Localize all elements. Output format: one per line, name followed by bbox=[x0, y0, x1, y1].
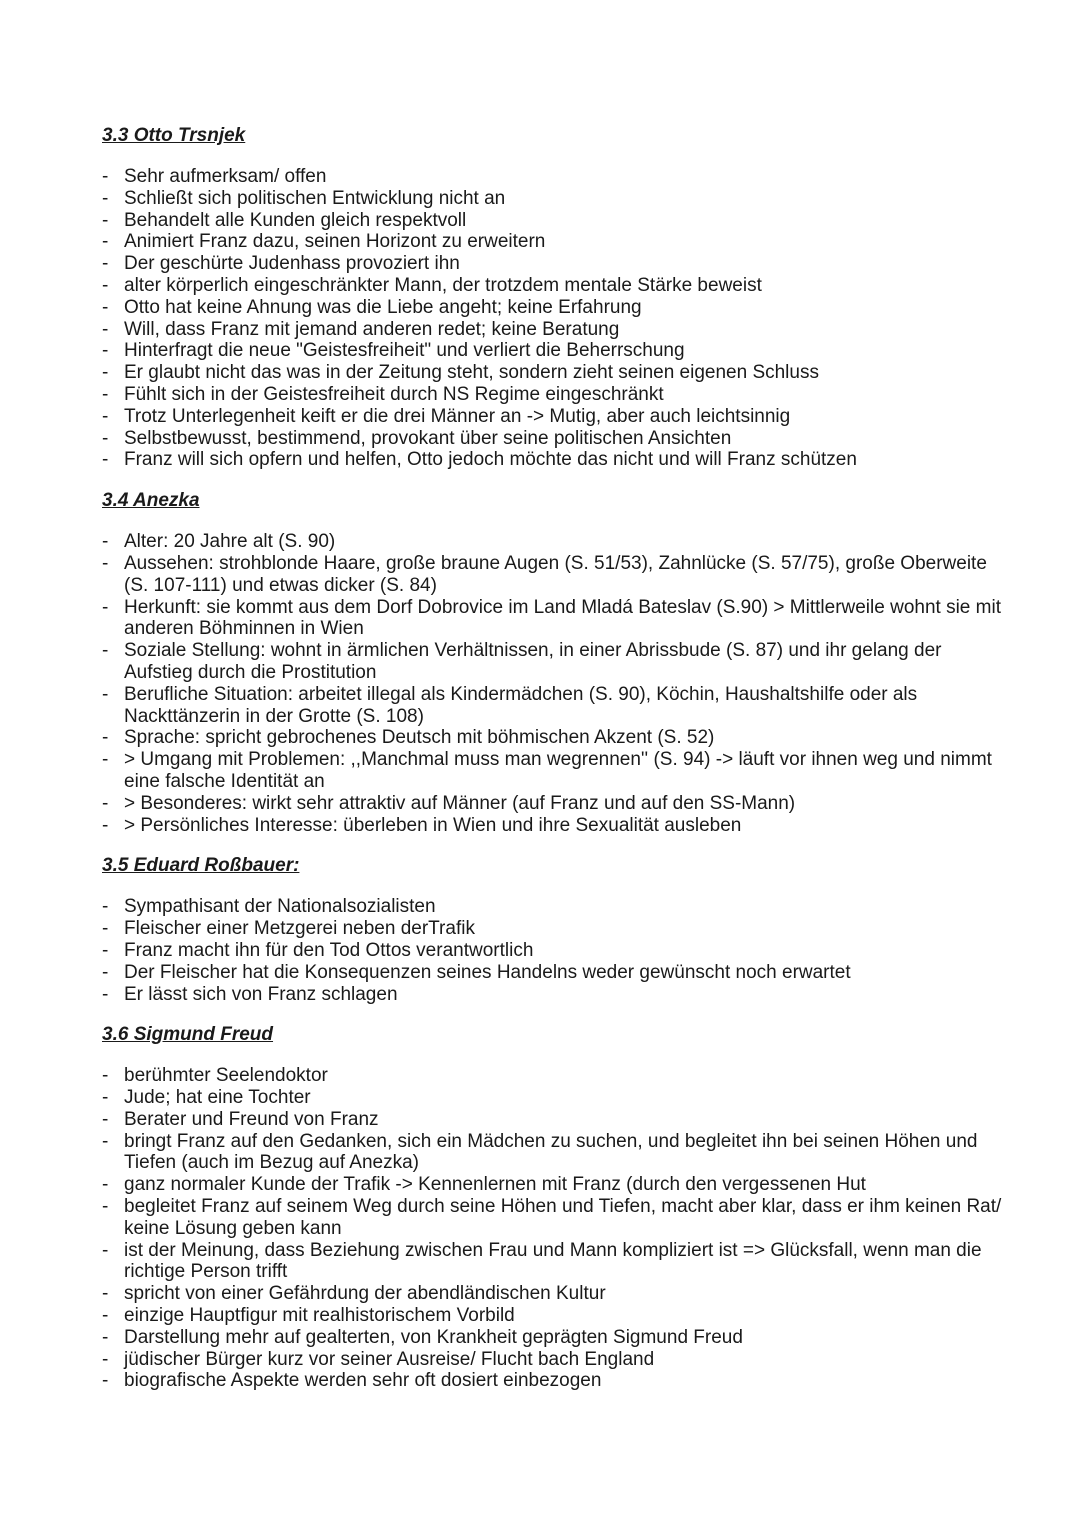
list-item: - Sprache: spricht gebrochenes Deutsch mit böhmischen Akzent (S. 52) bbox=[102, 727, 715, 749]
list-item: - Hinterfragt die neue "Geistesfreiheit" und verliert die Beherrschung bbox=[102, 340, 685, 362]
section-eduard-rossbauer bbox=[102, 852, 1002, 1005]
dash-bullet-icon: - bbox=[102, 918, 109, 940]
list-item: - Will, dass Franz mit jemand anderen redet; keine Beratung bbox=[102, 318, 620, 340]
dash-bullet-icon: - bbox=[102, 1087, 109, 1109]
list-item: - Franz macht ihn für den Tod Ottos verantwortlich bbox=[102, 939, 534, 961]
dash-bullet-icon: - bbox=[102, 1196, 109, 1218]
dash-bullet-icon: - bbox=[102, 166, 109, 187]
section-heading: 3.6 Sigmund Freud bbox=[102, 1024, 274, 1046]
list-item: - Sympathisant der Nationalsozialisten bbox=[102, 896, 436, 918]
dash-bullet-icon: - bbox=[102, 792, 109, 814]
dash-bullet-icon: - bbox=[102, 427, 109, 449]
dash-bullet-icon: - bbox=[102, 814, 109, 836]
dash-bullet-icon: - bbox=[102, 362, 109, 384]
list-item: - Franz will sich opfern und helfen, Otto jedoch möchte das nicht und will Franz schützen bbox=[102, 449, 857, 471]
list-item: - Jude; hat eine Tochter bbox=[102, 1087, 311, 1109]
section-sigmund-freud bbox=[102, 1021, 1002, 1392]
list-item: - Berater und Freund von Franz bbox=[102, 1108, 379, 1130]
list-item: - Sehr aufmerksam/ offen bbox=[102, 166, 327, 187]
bullet-list bbox=[102, 531, 1002, 836]
dash-bullet-icon: - bbox=[102, 405, 109, 427]
dash-bullet-icon: - bbox=[102, 231, 109, 253]
dash-bullet-icon: - bbox=[102, 1305, 109, 1327]
section-heading: 3.5 Eduard Roßbauer: bbox=[102, 855, 300, 877]
list-item: - begleitet Franz auf seinem Weg durch seine Höhen und Tiefen, macht aber klar, dass er ihm keinen Rat/ keine Lösung geben kann bbox=[102, 1196, 1002, 1239]
section-anezka bbox=[102, 487, 1002, 836]
dash-bullet-icon: - bbox=[102, 961, 109, 983]
section-heading: 3.4 Anezka bbox=[102, 490, 200, 512]
dash-bullet-icon: - bbox=[102, 896, 109, 918]
list-item: - > Besonderes: wirkt sehr attraktiv auf Männer (auf Franz und auf den SS-Mann) bbox=[102, 792, 796, 814]
dash-bullet-icon: - bbox=[102, 640, 109, 662]
dash-bullet-icon: - bbox=[102, 1130, 109, 1152]
dash-bullet-icon: - bbox=[102, 983, 109, 1005]
list-item: - biografische Aspekte werden sehr oft dosiert einbezogen bbox=[102, 1370, 602, 1392]
dash-bullet-icon: - bbox=[102, 296, 109, 318]
dash-bullet-icon: - bbox=[102, 1326, 109, 1348]
list-item: - > Umgang mit Problemen: ,,Manchmal muss man wegrennen'' (S. 94) -> läuft vor ihnen weg und nimmt eine falsche Identität an bbox=[102, 749, 992, 792]
bullet-list bbox=[102, 166, 1002, 471]
list-item: - Darstellung mehr auf gealterten, von Krankheit geprägten Sigmund Freud bbox=[102, 1326, 743, 1348]
list-item: - berühmter Seelendoktor bbox=[102, 1065, 328, 1087]
dash-bullet-icon: - bbox=[102, 939, 109, 961]
document-page bbox=[102, 122, 1002, 1408]
dash-bullet-icon: - bbox=[102, 1108, 109, 1130]
dash-bullet-icon: - bbox=[102, 1239, 109, 1261]
dash-bullet-icon: - bbox=[102, 253, 109, 275]
section-otto-trsnjek bbox=[102, 122, 1002, 471]
list-item: - Der Fleischer hat die Konsequenzen seines Handelns weder gewünscht noch erwartet bbox=[102, 961, 851, 983]
list-item: - spricht von einer Gefährdung der abendländischen Kultur bbox=[102, 1283, 606, 1305]
list-item: - bringt Franz auf den Gedanken, sich ein Mädchen zu suchen, und begleitet ihn bei seinen Höhen und Tiefen (auch im Bezug auf Anezka) bbox=[102, 1130, 978, 1174]
list-item: - Herkunft: sie kommt aus dem Dorf Dobrovice im Land Mladá Bateslav (S.90) > Mittlerweile wohnt sie mit anderen Böhminnen in Wien bbox=[102, 596, 1001, 640]
dash-bullet-icon: - bbox=[102, 552, 109, 574]
list-item: - Trotz Unterlegenheit keift er die drei Männer an -> Mutig, aber auch leichtsinnig bbox=[102, 405, 791, 427]
dash-bullet-icon: - bbox=[102, 318, 109, 340]
list-item: - Animiert Franz dazu, seinen Horizont zu erweitern bbox=[102, 231, 546, 253]
list-item: - Soziale Stellung: wohnt in ärmlichen Verhältnissen, in einer Abrissbude (S. 87) und ihr gelang der Aufstieg durch die Prostitution bbox=[102, 640, 942, 683]
list-item: - Schließt sich politischen Entwicklung nicht an bbox=[102, 187, 506, 209]
list-item: - alter körperlich eingeschränkter Mann, der trotzdem mentale Stärke beweist bbox=[102, 274, 762, 296]
list-item: - ist der Meinung, dass Beziehung zwischen Frau und Mann kompliziert ist => Glücksfall, wenn man die richtige Person trifft bbox=[102, 1239, 982, 1283]
list-item: - Behandelt alle Kunden gleich respektvoll bbox=[102, 209, 467, 231]
dash-bullet-icon: - bbox=[102, 1283, 109, 1305]
dash-bullet-icon: - bbox=[102, 209, 109, 231]
list-item: - Fleischer einer Metzgerei neben derTrafik bbox=[102, 918, 475, 940]
dash-bullet-icon: - bbox=[102, 1348, 109, 1370]
dash-bullet-icon: - bbox=[102, 683, 109, 705]
dash-bullet-icon: - bbox=[102, 274, 109, 296]
list-item: - Alter: 20 Jahre alt (S. 90) bbox=[102, 531, 336, 553]
section-heading: 3.3 Otto Trsnjek bbox=[102, 125, 246, 146]
bullet-list bbox=[102, 1065, 1002, 1392]
dash-bullet-icon: - bbox=[102, 449, 109, 471]
list-item: - > Persönliches Interesse: überleben in Wien und ihre Sexualität ausleben bbox=[102, 814, 742, 836]
dash-bullet-icon: - bbox=[102, 1370, 109, 1392]
dash-bullet-icon: - bbox=[102, 1174, 109, 1196]
dash-bullet-icon: - bbox=[102, 187, 109, 209]
dash-bullet-icon: - bbox=[102, 749, 109, 771]
list-item: - Er lässt sich von Franz schlagen bbox=[102, 983, 398, 1005]
list-item: - ganz normaler Kunde der Trafik -> Kennenlernen mit Franz (durch den vergessenen Hut bbox=[102, 1174, 866, 1196]
list-item: - Selbstbewusst, bestimmend, provokant über seine politischen Ansichten bbox=[102, 427, 732, 449]
dash-bullet-icon: - bbox=[102, 596, 109, 618]
dash-bullet-icon: - bbox=[102, 383, 109, 405]
list-item: - Fühlt sich in der Geistesfreiheit durch NS Regime eingeschränkt bbox=[102, 383, 664, 405]
list-item: - Aussehen: strohblonde Haare, große braune Augen (S. 51/53), Zahnlücke (S. 57/75), große Oberweite (S. 107-111) und etwas dicker (S. 84) bbox=[102, 552, 987, 596]
dash-bullet-icon: - bbox=[102, 1065, 109, 1087]
dash-bullet-icon: - bbox=[102, 340, 109, 362]
list-item: - Der geschürte Judenhass provoziert ihn bbox=[102, 253, 460, 275]
list-item: - Berufliche Situation: arbeitet illegal als Kindermädchen (S. 90), Köchin, Haushaltshilfe oder als Nackttänzerin in der Grotte (S. 108) bbox=[102, 683, 918, 727]
bullet-list bbox=[102, 896, 1002, 1005]
dash-bullet-icon: - bbox=[102, 727, 109, 749]
list-item: - Er glaubt nicht das was in der Zeitung steht, sondern zieht seinen eigenen Schluss bbox=[102, 362, 819, 384]
list-item: - einzige Hauptfigur mit realhistorischem Vorbild bbox=[102, 1305, 515, 1327]
dash-bullet-icon: - bbox=[102, 531, 109, 553]
list-item: - jüdischer Bürger kurz vor seiner Ausreise/ Flucht bach England bbox=[102, 1348, 655, 1370]
list-item: - Otto hat keine Ahnung was die Liebe angeht; keine Erfahrung bbox=[102, 296, 642, 318]
